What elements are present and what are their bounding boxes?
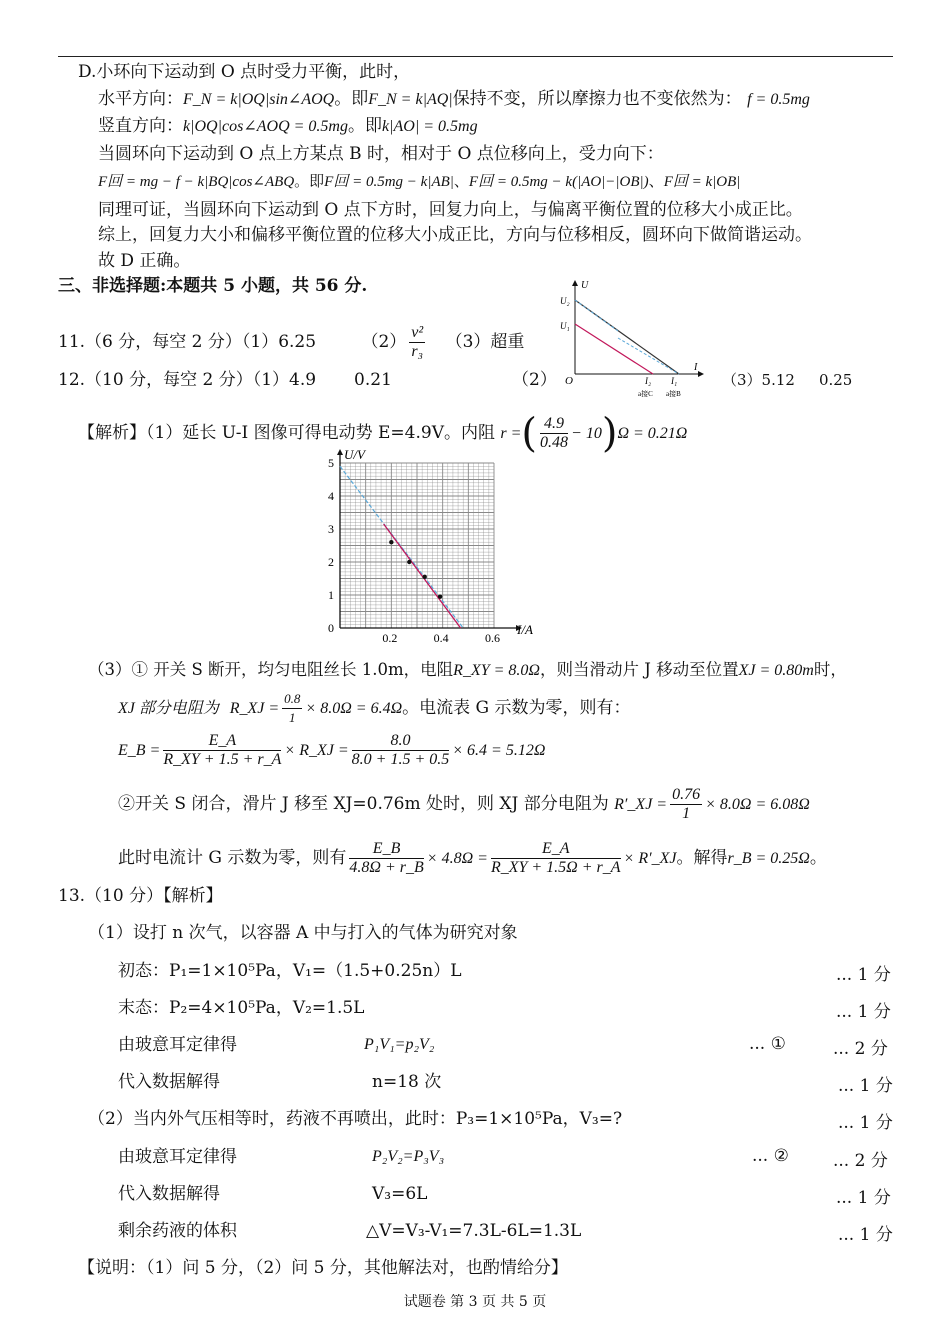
d-line7: 综上，回复力大小和偏移平衡位置的位移大小成正比，方向与位移相反，圆环向下做简谐运动。 (98, 225, 812, 245)
svg-text:U₁: U₁ (560, 321, 570, 331)
q13-law: 由玻意耳定律得 (118, 1035, 237, 1055)
q12-analysis: 【解析】（1）延长 U-I 图像可得电动势 E=4.9V。内阻 r =( $\frac{4.9}{0.48}$ − 10)Ω = 0.21Ω (78, 410, 688, 457)
x-tick-label: 0.2 (382, 631, 398, 644)
q13-law-mark: ... ① (749, 1034, 786, 1054)
q13-p2: （2）当内外气压相等时，药液不再喷出，此时：P₃=1×10⁵Pa，V₃=? (88, 1109, 623, 1129)
q13-init-score: ... 1 分 (836, 965, 891, 985)
svg-text:a接C: a接C (638, 390, 653, 398)
ui-chart (318, 448, 558, 644)
svg-text:a接B: a接B (666, 390, 681, 398)
small-ui-graph (558, 278, 708, 400)
y-tick-label: 4 (328, 489, 334, 503)
q13-law2-mark: ... ② (752, 1146, 789, 1166)
d-line6: 同理可证，当圆环向下运动到 O 点下方时，回复力向上，与偏离平衡位置的位移大小成正比。 (98, 200, 803, 220)
q13-law-formula: P₁V₁=p₂V₂ (364, 1036, 435, 1053)
q13-label: 13.（10 分）【解析】 (58, 886, 223, 906)
line-a-c (575, 324, 653, 374)
q12-s3-line2: XJ 部分电阻为 R_XJ = $\frac{0.8}{1}$ × 8.0Ω = 6.4Ω。电流表 G 示数为零，则有： (118, 691, 631, 725)
x-tick-label: 0.6 (485, 631, 500, 644)
q13-law2-score: ... 2 分 (833, 1151, 888, 1171)
section3-title: 三、非选择题:本题共 5 小题，共 56 分. (58, 276, 368, 296)
y-tick-label: 5 (328, 456, 334, 470)
q13-init: 初态：P₁=1×10⁵Pa，V₁=（1.5+0.25n）L (118, 961, 462, 981)
q13-rem-score: ... 1 分 (838, 1225, 893, 1245)
q12-s3-line1: （3）① 开关 S 断开，均匀电阻丝长 1.0m，电阻R_XY = 8.0Ω，则当滑动片 J 移动至位置XJ = 0.80m时， (88, 660, 847, 679)
y-tick-label: 2 (328, 555, 334, 569)
q13-sub-formula: n=18 次 (372, 1072, 442, 1092)
q13-sub-score: ... 1 分 (838, 1076, 893, 1096)
q13-sub2-score: ... 1 分 (836, 1188, 891, 1208)
q13-sub2: 代入数据解得 (118, 1184, 220, 1204)
y-tick-label: 0 (328, 621, 334, 635)
chart-ticks (328, 456, 500, 644)
q13-p1: （1）设打 n 次气，以容器 A 中与打入的气体为研究对象 (88, 923, 518, 943)
q13-rem: 剩余药液的体积 (118, 1221, 237, 1241)
q13-law2-formula: P₂V₂=P₃V₃ (372, 1148, 445, 1165)
svg-text:I₂: I₂ (645, 376, 652, 386)
header-rule (58, 56, 893, 57)
svg-text:O: O (565, 375, 573, 387)
svg-text:I: I (694, 362, 698, 373)
svg-text:I₁: I₁ (671, 376, 678, 386)
d-line3: 竖直方向：k|OQ|cos∠AOQ = 0.5mg。即k|AO| = 0.5mg (98, 116, 478, 136)
d-line2: 水平方向：F_N = k|OQ|sin∠AOQ。即F_N = k|AQ|保持不变，所以摩擦力也不变依然为： f = 0.5mg (98, 89, 810, 109)
q13-law2: 由玻意耳定律得 (118, 1147, 237, 1167)
d-line5: F回 = mg − f − k|BQ|cos∠ABQ。即F回 = 0.5mg − k|AB|、F回 = 0.5mg − k(|AO|−|OB|)、F回 = k|OB| (98, 172, 741, 190)
q12-line: 12.（10 分，每空 2 分）（1）4.9 0.21 (58, 370, 392, 390)
q13-sub2-formula: V₃=6L (372, 1184, 428, 1204)
d-line4: 当圆环向下运动到 O 点上方某点 B 时，相对于 O 点位移向上，受力向下： (98, 144, 664, 164)
q13-final-score: ... 1 分 (836, 1002, 891, 1022)
q11-fraction: $\frac{\text{v²}}{\text{r₃}}$ (411, 324, 424, 360)
y-arrow (337, 449, 343, 455)
q13-final: 末态：P₂=4×10⁵Pa，V₂=1.5L (118, 998, 365, 1018)
page-footer: 试题卷 第 3 页 共 5 页 (403, 1294, 547, 1310)
q12-part2: （2） (512, 370, 557, 390)
d-line8: 故 D 正确。 (98, 251, 191, 271)
data-point (423, 575, 427, 579)
x-axis-label: I/A (517, 622, 533, 637)
svg-text:U: U (581, 280, 589, 291)
data-point (438, 594, 442, 598)
q13-rem-formula: △V=V₃-V₁=7.3L-6L=1.3L (366, 1221, 582, 1241)
q13-p2-score: ... 1 分 (838, 1113, 893, 1133)
q13-note: 【说明：（1）问 5 分，（2）问 5 分，其他解法对，也酌情给分】 (78, 1258, 568, 1278)
d-line1: D.小环向下运动到 O 点时受力平衡，此时， (78, 62, 411, 82)
y-tick-label: 3 (328, 522, 334, 536)
q13-law-score: ... 2 分 (833, 1039, 888, 1059)
y-axis-label: U/V (344, 448, 365, 462)
y-tick-label: 1 (328, 588, 334, 602)
q13-sub: 代入数据解得 (118, 1072, 220, 1092)
svg-text:U₂: U₂ (560, 296, 570, 306)
q11-line: 11.（6 分，每空 2 分）（1）6.25 （2） $\frac{\text{v²}}{\text{r₃}}$ （3）超重 (58, 324, 525, 360)
data-point (407, 560, 411, 564)
q12-s3-line3: E_B = $\frac{E\_A}{R\_XY + 1.5 + r\_A}$ × R_XJ = $\frac{8.0}{8.0 + 1.5 + 0.5}$ × 6.4 = 5.12Ω (118, 732, 546, 768)
line-a-b (575, 300, 679, 374)
q12-s3-line4: ②开关 S 闭合，滑片 J 移至 XJ=0.76m 处时，则 XJ 部分电阻为 R′_XJ = $\frac{0.76}{1}$ × 8.0Ω = 6.08Ω (118, 786, 810, 822)
data-point (389, 540, 393, 544)
x-tick-label: 0.4 (433, 631, 449, 644)
q12-s3-line5: 此时电流计 G 示数为零，则有 $\frac{E\_B}{4.8\Omega + r\_B}$ × 4.8Ω = $\frac{E\_A}{R\_XY + 1.5\Omega + r\_A}$ × R′_XJ。解得r_B = 0.25Ω。 (118, 840, 827, 876)
q12-part3: （3）5.12 0.25 (722, 371, 853, 389)
chart-grid (337, 449, 522, 631)
